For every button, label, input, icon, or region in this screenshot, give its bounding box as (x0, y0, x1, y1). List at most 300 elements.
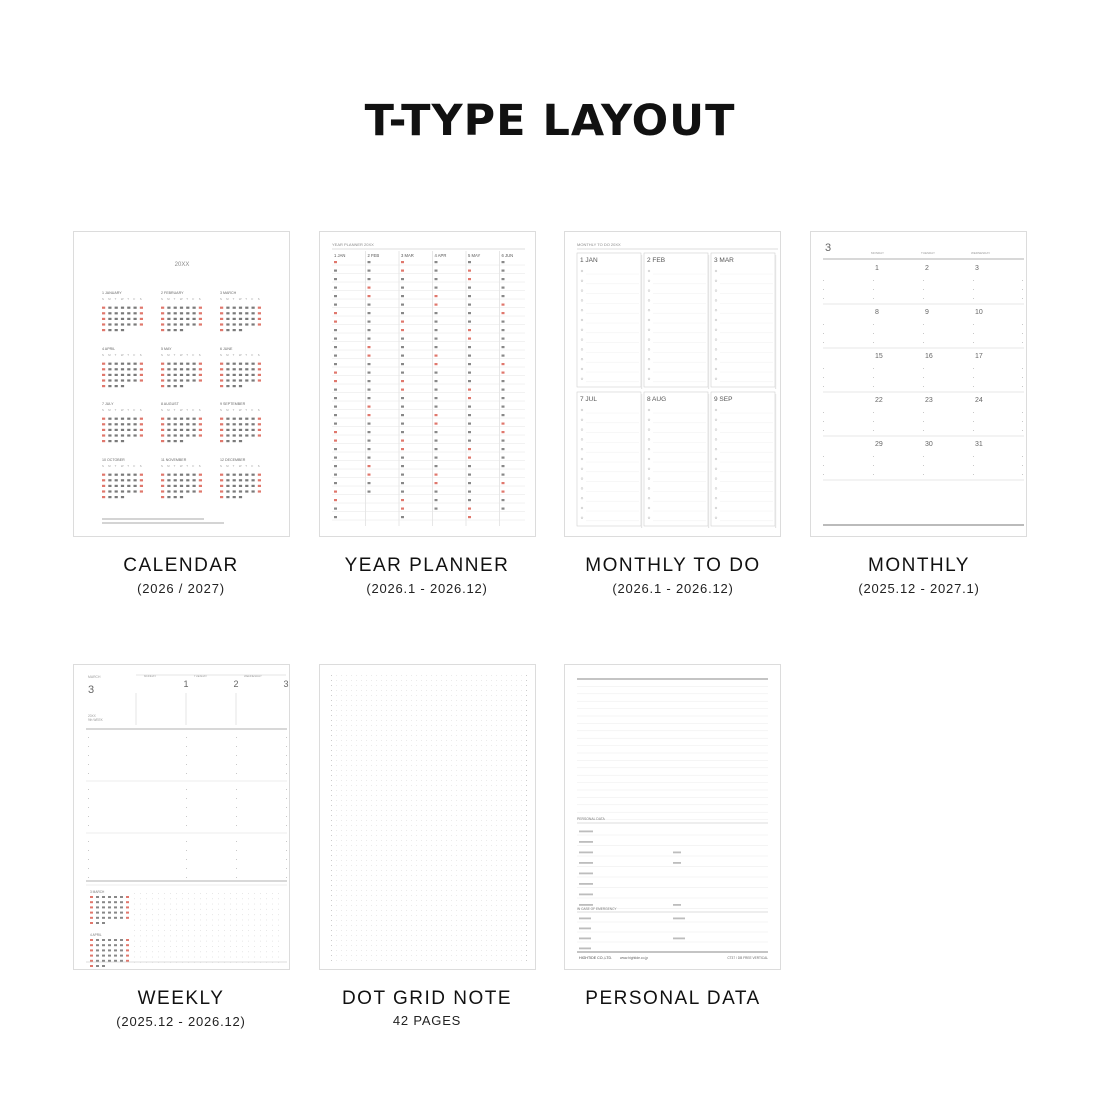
todo-box (644, 253, 708, 387)
weekday-letter: W (238, 353, 242, 357)
dot (406, 840, 407, 841)
dot (176, 930, 177, 931)
dot (331, 705, 332, 706)
dot (411, 950, 412, 951)
day-mark (102, 429, 105, 431)
dot (471, 850, 472, 851)
dot (351, 930, 352, 931)
dot (406, 720, 407, 721)
dot (481, 690, 482, 691)
monthly-todo-label: MONTHLY TO DO (585, 555, 761, 576)
dot (401, 850, 402, 851)
dot (346, 890, 347, 891)
dot (336, 770, 337, 771)
dot (376, 950, 377, 951)
day-number (468, 312, 471, 314)
day-mark (161, 423, 164, 425)
dot (441, 905, 442, 906)
day-mark (226, 379, 229, 381)
dot (341, 935, 342, 936)
dot (486, 715, 487, 716)
dot (386, 820, 387, 821)
dot (331, 825, 332, 826)
dot (461, 825, 462, 826)
dot (476, 845, 477, 846)
dot (356, 775, 357, 776)
day-number (435, 278, 438, 280)
dot (146, 946, 147, 947)
dot (421, 685, 422, 686)
day-mark (220, 479, 223, 481)
dot (381, 675, 382, 676)
dot (411, 940, 412, 941)
dot (466, 860, 467, 861)
mini-day (108, 917, 111, 919)
dot (431, 890, 432, 891)
dot (376, 835, 377, 836)
dot (272, 914, 273, 915)
dot (506, 755, 507, 756)
dot (451, 795, 452, 796)
dot (476, 890, 477, 891)
dot (526, 935, 527, 936)
weekly-weekday: TUESDAY (194, 674, 208, 678)
dot (491, 915, 492, 916)
dot (431, 750, 432, 751)
day-mark (180, 385, 183, 387)
dot (471, 755, 472, 756)
dot (511, 800, 512, 801)
dot (471, 690, 472, 691)
dot (366, 910, 367, 911)
day-number (502, 295, 505, 297)
mini-day (126, 960, 129, 962)
dot (396, 900, 397, 901)
dot (376, 895, 377, 896)
weekday-letter: S (161, 297, 163, 301)
day-number (334, 491, 337, 493)
dot (406, 795, 407, 796)
dot (471, 845, 472, 846)
dot (361, 820, 362, 821)
day-mark (174, 323, 177, 325)
dot (164, 920, 165, 921)
dot (521, 930, 522, 931)
dot (501, 685, 502, 686)
day-mark (161, 368, 164, 370)
dot (466, 680, 467, 681)
day-mark (245, 307, 248, 309)
dot (351, 870, 352, 871)
dot (376, 850, 377, 851)
dot (466, 945, 467, 946)
monthly-label: MONTHLY (868, 555, 970, 576)
dot (481, 810, 482, 811)
day-mark (245, 318, 248, 320)
dot (391, 910, 392, 911)
dot (218, 898, 219, 899)
day-mark (199, 429, 202, 431)
dot (476, 935, 477, 936)
dot (411, 795, 412, 796)
dot (451, 810, 452, 811)
dot (521, 710, 522, 711)
day-number (334, 516, 337, 518)
dot (236, 737, 237, 738)
dot (426, 875, 427, 876)
dot (491, 750, 492, 751)
dot (406, 750, 407, 751)
dot (286, 825, 287, 826)
dot (411, 680, 412, 681)
dot (481, 890, 482, 891)
dot (371, 735, 372, 736)
dot (230, 920, 231, 921)
dot (186, 825, 187, 826)
weekday-letter: S (257, 297, 260, 301)
dot (396, 955, 397, 956)
dot (501, 905, 502, 906)
day-mark (167, 479, 170, 481)
day-mark (115, 423, 118, 425)
dot (496, 705, 497, 706)
dot (521, 910, 522, 911)
day-number (368, 372, 371, 374)
dot (481, 955, 482, 956)
weekday-letter: T (186, 464, 188, 468)
checkbox (581, 378, 583, 380)
year-planner-header: YEAR PLANNER 20XX (332, 242, 374, 247)
dot (481, 795, 482, 796)
dot (421, 945, 422, 946)
dot (396, 715, 397, 716)
dot (461, 730, 462, 731)
checkbox (648, 478, 650, 480)
weekday-letter: W (238, 297, 242, 301)
dot (461, 735, 462, 736)
day-mark (102, 490, 105, 492)
dot (158, 898, 159, 899)
day-number (368, 406, 371, 408)
dot (426, 755, 427, 756)
dot (336, 805, 337, 806)
checkbox (581, 429, 583, 431)
dot (436, 790, 437, 791)
dot (230, 941, 231, 942)
dot (461, 810, 462, 811)
dot (391, 685, 392, 686)
dot (441, 720, 442, 721)
dot (391, 925, 392, 926)
mini-day (126, 906, 129, 908)
dot (526, 830, 527, 831)
dot (431, 870, 432, 871)
dot (366, 900, 367, 901)
dot (486, 730, 487, 731)
dot (506, 890, 507, 891)
dot (456, 745, 457, 746)
day-number (435, 457, 438, 459)
dot (406, 780, 407, 781)
day-mark (180, 312, 183, 314)
dot (351, 915, 352, 916)
dot (461, 950, 462, 951)
dot (461, 830, 462, 831)
dot (486, 805, 487, 806)
dot (451, 840, 452, 841)
dot (456, 785, 457, 786)
dot (481, 835, 482, 836)
dot (521, 845, 522, 846)
dot (146, 898, 147, 899)
dot (416, 835, 417, 836)
dot (516, 800, 517, 801)
dot (416, 690, 417, 691)
checkbox (648, 349, 650, 351)
dot (526, 730, 527, 731)
mini-day (90, 896, 93, 898)
dot (451, 880, 452, 881)
weekday-letter: T (114, 353, 117, 357)
dot (501, 815, 502, 816)
dot (471, 835, 472, 836)
dot (230, 898, 231, 899)
day-number (502, 448, 505, 450)
dot (416, 685, 417, 686)
day-mark (258, 418, 261, 420)
dot (134, 925, 135, 926)
day-mark (174, 496, 177, 498)
dot (346, 680, 347, 681)
day-number (368, 482, 371, 484)
day-mark (174, 374, 177, 376)
day-number (468, 516, 471, 518)
dot (336, 710, 337, 711)
dot (516, 695, 517, 696)
dot (431, 725, 432, 726)
dot (376, 865, 377, 866)
day-mark (140, 312, 143, 314)
weekly-label: WEEKLY (137, 988, 225, 1009)
dot (516, 715, 517, 716)
dot (356, 790, 357, 791)
dot (521, 795, 522, 796)
day-mark (174, 485, 177, 487)
dot (386, 960, 387, 961)
year-planner-month: 4 APR (434, 253, 447, 258)
checkbox (715, 300, 717, 302)
dot (391, 865, 392, 866)
dot (376, 855, 377, 856)
dot (356, 745, 357, 746)
dot (411, 720, 412, 721)
box-shadow (708, 255, 709, 389)
dot (501, 835, 502, 836)
dot (401, 955, 402, 956)
dot (366, 920, 367, 921)
dot (466, 935, 467, 936)
dot (200, 909, 201, 910)
day-mark (161, 318, 164, 320)
dot (376, 675, 377, 676)
dot (426, 745, 427, 746)
dot (486, 780, 487, 781)
dot (481, 845, 482, 846)
dot (391, 935, 392, 936)
dot (331, 820, 332, 821)
day-mark (127, 485, 130, 487)
day-mark (233, 323, 236, 325)
dot (476, 735, 477, 736)
day-mark (161, 434, 164, 436)
day-mark (180, 490, 183, 492)
day-mark (186, 485, 189, 487)
dot (341, 680, 342, 681)
dot (486, 960, 487, 961)
dot (526, 930, 527, 931)
day-number (435, 338, 438, 340)
dot (331, 945, 332, 946)
dot (451, 745, 452, 746)
day-number (468, 278, 471, 280)
dot (491, 885, 492, 886)
field-label (579, 918, 591, 920)
dot (476, 745, 477, 746)
day-mark (239, 474, 242, 476)
dot (152, 935, 153, 936)
dot (406, 945, 407, 946)
dot (421, 800, 422, 801)
dot (361, 735, 362, 736)
dot (506, 960, 507, 961)
dot (186, 816, 187, 817)
dot (411, 845, 412, 846)
checkbox (648, 429, 650, 431)
dot (526, 890, 527, 891)
dot (426, 905, 427, 906)
dot (236, 764, 237, 765)
dot (471, 705, 472, 706)
weekday-letter: T (173, 297, 176, 301)
checkbox (648, 280, 650, 282)
dot (206, 909, 207, 910)
dot (336, 760, 337, 761)
dot (346, 880, 347, 881)
dot (466, 685, 467, 686)
day-mark (174, 423, 177, 425)
dot (421, 675, 422, 676)
dot (366, 740, 367, 741)
dot (356, 680, 357, 681)
day-mark (161, 385, 164, 387)
dot (371, 675, 372, 676)
dot (526, 740, 527, 741)
dot (331, 920, 332, 921)
dot (406, 715, 407, 716)
dot (431, 735, 432, 736)
day-number (334, 304, 337, 306)
day-mark (193, 363, 196, 365)
dot (212, 935, 213, 936)
dot (188, 951, 189, 952)
day-mark (220, 490, 223, 492)
dot (356, 820, 357, 821)
dot (416, 860, 417, 861)
dot (441, 785, 442, 786)
day-mark (167, 434, 170, 436)
dot (511, 770, 512, 771)
dot (386, 780, 387, 781)
dot (356, 940, 357, 941)
dot (371, 915, 372, 916)
dot (371, 725, 372, 726)
dot (421, 940, 422, 941)
dot (331, 885, 332, 886)
dot (140, 920, 141, 921)
dot (361, 910, 362, 911)
dot (436, 950, 437, 951)
dot (391, 840, 392, 841)
dot (361, 960, 362, 961)
dot (416, 810, 417, 811)
dot (446, 725, 447, 726)
dot (496, 865, 497, 866)
dot (471, 930, 472, 931)
dot (461, 710, 462, 711)
day-mark (134, 429, 137, 431)
field-label (673, 904, 681, 906)
dot (973, 421, 974, 422)
dot (486, 920, 487, 921)
dot (481, 785, 482, 786)
dot (386, 725, 387, 726)
dot (421, 795, 422, 796)
day-mark (239, 379, 242, 381)
dot (441, 900, 442, 901)
dot (381, 845, 382, 846)
dot (416, 740, 417, 741)
dot (391, 720, 392, 721)
dot (456, 850, 457, 851)
dot (371, 950, 372, 951)
dot (341, 740, 342, 741)
day-number (368, 355, 371, 357)
dot (416, 725, 417, 726)
dot (401, 785, 402, 786)
dot (336, 680, 337, 681)
dot (401, 855, 402, 856)
weekly-mini-month: 3 MARCH (90, 890, 105, 894)
day-mark (121, 385, 124, 387)
weekday-letter: T (173, 353, 176, 357)
dot (351, 900, 352, 901)
dot (386, 900, 387, 901)
dot (426, 715, 427, 716)
dot (371, 705, 372, 706)
dot (351, 725, 352, 726)
dot (426, 945, 427, 946)
weekday-letter: W (238, 408, 242, 412)
dot (376, 695, 377, 696)
dot (426, 730, 427, 731)
day-mark (140, 368, 143, 370)
dot (356, 815, 357, 816)
dot (426, 740, 427, 741)
dot (516, 905, 517, 906)
dot (218, 957, 219, 958)
day-mark (193, 323, 196, 325)
day-mark (239, 312, 242, 314)
